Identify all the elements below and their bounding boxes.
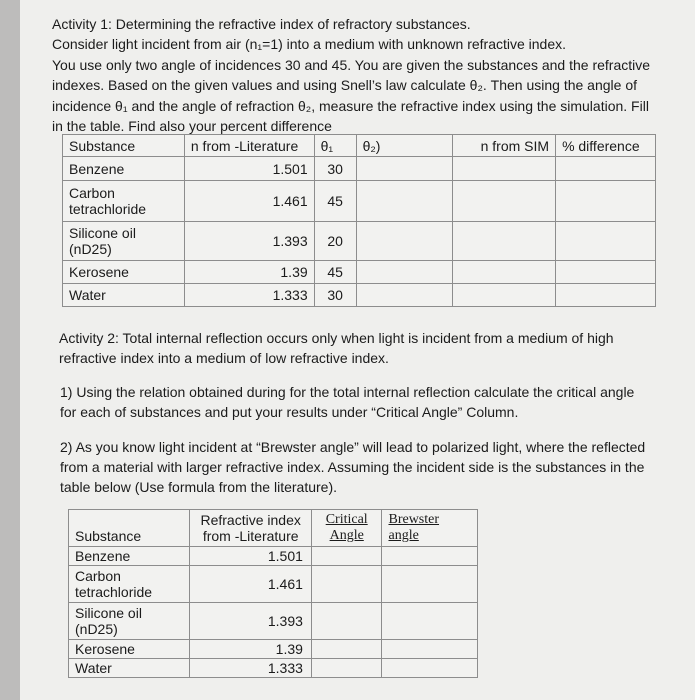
cell-n-literature: 1.393 [184,222,314,261]
cell-brewster-blank[interactable] [382,640,478,659]
header-refractive-index-line2: from -Literature [202,528,299,544]
cell-percent-blank[interactable] [556,222,656,261]
header-n-literature: n from -Literature [184,135,314,157]
cell-theta2-blank[interactable] [356,261,453,284]
header-brewster-angle [382,510,478,547]
cell-percent-blank[interactable] [556,261,656,284]
cell-percent-blank[interactable] [556,157,656,181]
cell-n-literature: 1.39 [184,261,314,284]
cell-n-literature: 1.461 [190,566,311,603]
header-refractive-index-line1: Refractive index [200,512,301,528]
cell-critical-blank[interactable] [311,640,382,659]
cell-n-sim-blank[interactable] [453,222,556,261]
header-substance: Substance [69,510,190,547]
cell-n-literature: 1.39 [190,640,311,659]
header-brewster-line1: Brewster [388,512,440,527]
header-refractive-index [190,510,311,547]
question-1 [60,382,660,422]
activity1-line: incidence θ₁ and the angle of refraction θ₂, measure the refractive index using the simulation. Fill [52,97,649,114]
cell-n-literature: 1.461 [184,181,314,222]
activity1-line: Consider light incident from air (n₁=1) into a medium with unknown refractive index. [52,36,567,53]
cell-theta2-blank[interactable] [356,181,453,222]
cell-substance: Kerosene [63,261,185,284]
activity2-table [68,509,478,678]
header-theta2: θ₂) [356,135,453,157]
cell-critical-blank[interactable] [311,603,382,640]
question-2 [60,437,660,497]
cell-n-literature: 1.333 [184,284,314,307]
cell-substance: Kerosene [69,640,190,659]
activity1-table [62,134,656,307]
header-theta1: θ₁ [314,135,356,157]
cell-brewster-blank[interactable] [382,566,478,603]
activity1-line: You use only two angle of incidences 30 and 45. You are given the substances and the refractive [52,56,651,73]
cell-n-sim-blank[interactable] [453,157,556,181]
cell-theta1: 30 [314,284,356,307]
activity2-line: Activity 2: Total internal reflection occurs only when light is incident from a medium of high [59,330,614,346]
table-row [69,659,478,678]
header-critical-line2: Angle [329,528,364,543]
cell-theta2-blank[interactable] [356,284,453,307]
cell-critical-blank[interactable] [311,566,382,603]
cell-critical-blank[interactable] [311,659,382,678]
cell-n-literature: 1.501 [190,547,311,566]
question-2-line: from a material with larger refractive index. Assuming the incident side is the substances in the [60,459,645,475]
activity2-line: refractive index into a medium of low refractive index. [59,350,389,366]
cell-substance: Water [63,284,185,307]
cell-theta1: 45 [314,181,356,222]
table-header-row [63,135,656,157]
header-critical-angle [311,510,382,547]
table-row [69,603,478,640]
cell-substance: Silicone oil (nD25) [69,603,190,640]
activity1-title: Activity 1: Determining the refractive index of refractory substances. [52,16,471,32]
cell-theta1: 20 [314,222,356,261]
question-1-line: for each of substances and put your results under “Critical Angle” Column. [60,404,519,420]
cell-substance: Carbon tetrachloride [63,181,185,222]
header-substance: Substance [63,135,185,157]
cell-n-literature: 1.333 [190,659,311,678]
cell-percent-blank[interactable] [556,181,656,222]
cell-theta2-blank[interactable] [356,157,453,181]
cell-percent-blank[interactable] [556,284,656,307]
header-brewster-line2: angle [388,528,419,543]
header-percent-difference: % difference [556,135,656,157]
cell-theta1: 45 [314,261,356,284]
activity1-instructions [52,14,672,136]
cell-n-sim-blank[interactable] [453,261,556,284]
activity2-intro [55,328,665,368]
header-n-sim: n from SIM [453,135,556,157]
cell-n-literature: 1.501 [184,157,314,181]
table-row [63,157,656,181]
cell-theta1: 30 [314,157,356,181]
cell-brewster-blank[interactable] [382,603,478,640]
cell-brewster-blank[interactable] [382,547,478,566]
cell-substance: Silicone oil (nD25) [63,222,185,261]
cell-substance: Water [69,659,190,678]
cell-n-sim-blank[interactable] [453,181,556,222]
question-2-line: table below (Use formula from the literature). [60,479,337,495]
cell-n-literature: 1.393 [190,603,311,640]
table-row [63,222,656,261]
activity1-line: indexes. Based on the given values and using Snell’s law calculate θ₂. Then using the angle of [52,77,638,94]
table-header-row [69,510,478,547]
cell-substance: Benzene [63,157,185,181]
table-row [69,566,478,603]
table-row [63,284,656,307]
activity1-line: in the table. Find also your percent difference [52,118,332,135]
table-row [69,640,478,659]
header-critical-line1: Critical [325,512,368,527]
cell-brewster-blank[interactable] [382,659,478,678]
question-1-line: 1) Using the relation obtained during for the total internal reflection calculate the critical angle [60,384,635,400]
table-row [69,547,478,566]
cell-substance: Benzene [69,547,190,566]
table-row [63,181,656,222]
cell-critical-blank[interactable] [311,547,382,566]
cell-substance: Carbon tetrachloride [69,566,190,603]
cell-n-sim-blank[interactable] [453,284,556,307]
cell-theta2-blank[interactable] [356,222,453,261]
question-2-line: 2) As you know light incident at “Brewster angle” will lead to polarized light, where the reflected [60,439,646,455]
table-row [63,261,656,284]
